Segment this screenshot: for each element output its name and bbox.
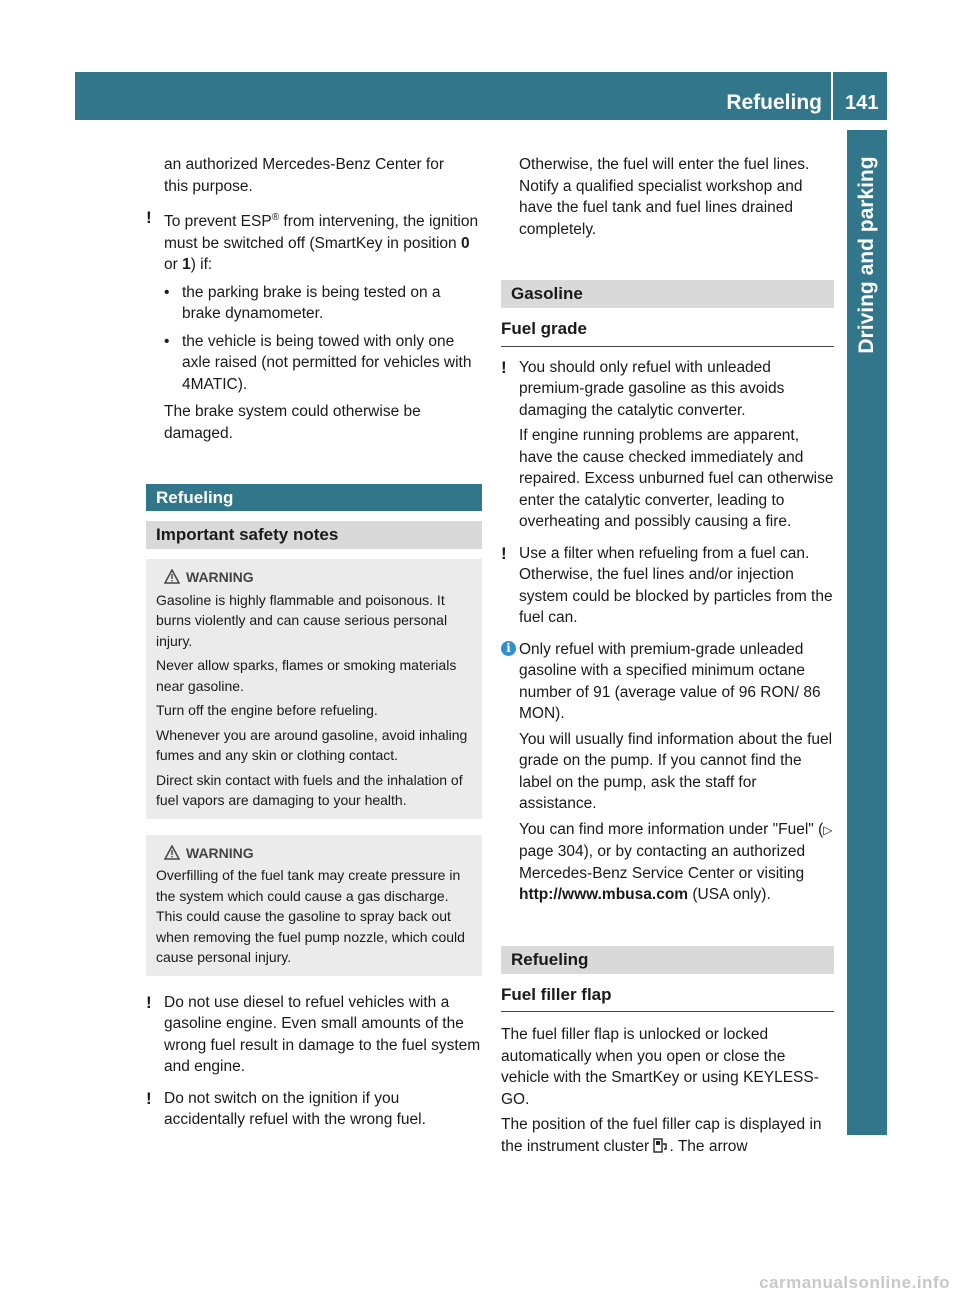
- header-divider: [831, 72, 833, 120]
- subheading-fuel-filler-flap: Fuel filler flap: [501, 984, 612, 1004]
- section-heading-gasoline: Gasoline: [501, 280, 834, 308]
- left-column: [146, 154, 482, 1131]
- flap-paragraph: The fuel filler flap is unlocked or locked automatically when you open or close the vehicle with the SmartKey or using KEYLESS-GO.: [501, 1026, 819, 1108]
- unleaded-note: ! You should only refuel with unleaded premium-grade gasoline as this avoids damaging the catalytic converter. If engine running problems are apparent, have the cause checked immediately and repaired. Excess unburned fuel can otherwise enter the catalytic converter, leading to overheating and possibly causing a fire.: [501, 357, 834, 530]
- section-heading-refueling: Refueling: [146, 484, 482, 511]
- warning-text: Gasoline is highly flammable and poisonous. It burns violently and can cause serious personal injury.: [156, 591, 448, 649]
- subheading-fuel-grade: Fuel grade: [501, 319, 587, 338]
- caution-icon: !: [501, 357, 507, 377]
- warning-triangle-icon: [164, 569, 180, 584]
- diesel-note: ! Do not use diesel to refuel vehicles with a gasoline engine. Even small amounts of the wrong fuel result in damage to the fuel system and engine.: [146, 992, 481, 1076]
- list-item: • the vehicle is being towed with only one axle raised (not permitted for vehicles with 4MATIC).: [164, 332, 472, 393]
- watermark: carmanualsonline.info: [759, 1273, 950, 1292]
- caution-icon: !: [501, 543, 507, 563]
- warning-box: WARNING Overfilling of the fuel tank may create pressure in the system which could cause a gas discharge. This could cause the gasoline to spray back out when removing the fuel pump nozzle, which could cause personal injury.: [146, 835, 482, 976]
- page-reference-arrow-icon: ▷: [823, 822, 833, 837]
- ignition-note: ! Do not switch on the ignition if you accidentally refuel with the wrong fuel.: [146, 1088, 426, 1129]
- warning-triangle-icon: [164, 845, 180, 860]
- right-column: Otherwise, the fuel will enter the fuel lines. Notify a qualified specialist workshop and have the fuel tank and fuel lines drained completely. Gasoline Fuel grade ! You should only refuel with unleaded premium-grade gasoline as this avoids damaging the catalytic converter. If engine running problems are apparent, have the cause checked immediately and repaired. Excess unburned fuel can otherwise enter the catalytic converter, leading to overheating and possibly causing a fire. ! Use a filter when refueling from a fuel can. Otherwise, the fuel lines and/or injection system could be blocked by particles from the fuel can. i Only refuel with premium-grade unleaded gasoline with a specified minimum octane number of 91 (average value of 96 RON/ 86 MON). You will usually find information about the fuel grade on the pump. If you cannot find the label on the pump, ask the staff for assistance. You can find more information under "Fuel" (▷ page 304), or by contacting an authorized Mercedes-Benz Service Center or visiting http://www.mbusa.com (USA only). Refueling Fuel filler flap The fuel filler flap is unlocked or locked automatically when you open or close the vehicle with the SmartKey or using KEYLESS-GO. The position of the fuel filler cap is displayed in the instrument cluster . The arrow: [501, 156, 834, 1155]
- intro-line: an authorized Mercedes-Benz Center for: [164, 156, 445, 173]
- esp-note: ! To prevent ESP® from intervening, the ignition must be switched off (SmartKey in position 0 or 1) if:: [146, 208, 479, 274]
- warning-box: WARNING Gasoline is highly flammable and poisonous. It burns violently and can cause serious personal injury. Never allow sparks, flames or smoking materials near gasoline. Turn off the engine before refueling. Whenever you are around gasoline, avoid inhaling fumes and any skin or clothing contact. Direct skin contact with fuels and the inhalation of fuel vapors are damaging to your health.: [146, 559, 482, 819]
- list-item: • the parking brake is being tested on a brake dynamometer.: [164, 283, 441, 323]
- page-title: Refueling: [726, 91, 822, 114]
- esp-closing: The brake system could otherwise be damaged.: [164, 403, 421, 442]
- caution-icon: !: [146, 992, 152, 1012]
- chapter-side-label: Driving and parking: [855, 156, 878, 354]
- warning-text: Turn off the engine before refueling.: [156, 702, 378, 719]
- continued-text: Otherwise, the fuel will enter the fuel lines. Notify a qualified specialist workshop and have the fuel tank and fuel lines drained completely.: [519, 156, 810, 238]
- info-icon: i: [501, 641, 516, 656]
- subheading-rule: [501, 1011, 834, 1012]
- bullet-icon: •: [164, 283, 170, 301]
- page-number: 141: [845, 92, 879, 114]
- caution-icon: !: [146, 1088, 152, 1108]
- section-heading-refueling-2: Refueling: [501, 946, 834, 974]
- warning-text: Never allow sparks, flames or smoking materials near gasoline.: [156, 657, 457, 694]
- mbusa-link[interactable]: http://www.mbusa.com: [519, 886, 689, 903]
- warning-text: Direct skin contact with fuels and the inhalation of fuel vapors are damaging to your health.: [156, 771, 463, 809]
- warning-text: Overfilling of the fuel tank may create pressure in the system which could cause a gas discharge. This could cause the gasoline to spray back out when removing the fuel pump nozzle, which could cause personal injury.: [156, 867, 465, 966]
- subheading-rule: [501, 346, 834, 347]
- intro-line: this purpose.: [164, 177, 253, 195]
- section-heading-safety: Important safety notes: [146, 521, 482, 549]
- filter-note: ! Use a filter when refueling from a fuel can. Otherwise, the fuel lines and/or injection system could be blocked by particles from the fuel can.: [501, 543, 833, 626]
- caution-icon: !: [146, 208, 152, 227]
- info-note: i Only refuel with premium-grade unleaded gasoline with a specified minimum octane number of 91 (average value of 96 RON/ 86 MON). You will usually find information about the fuel grade on the pump. If you cannot find the label on the pump, ask the staff for assistance. You can find more information under "Fuel" (▷ page 304), or by contacting an authorized Mercedes-Benz Service Center or visiting http://www.mbusa.com (USA only).: [501, 639, 834, 906]
- bullet-icon: •: [164, 332, 170, 350]
- warning-text: Whenever you are around gasoline, avoid inhaling fumes and any skin or clothing contact.: [156, 726, 468, 764]
- fuel-pump-icon: [653, 1137, 669, 1153]
